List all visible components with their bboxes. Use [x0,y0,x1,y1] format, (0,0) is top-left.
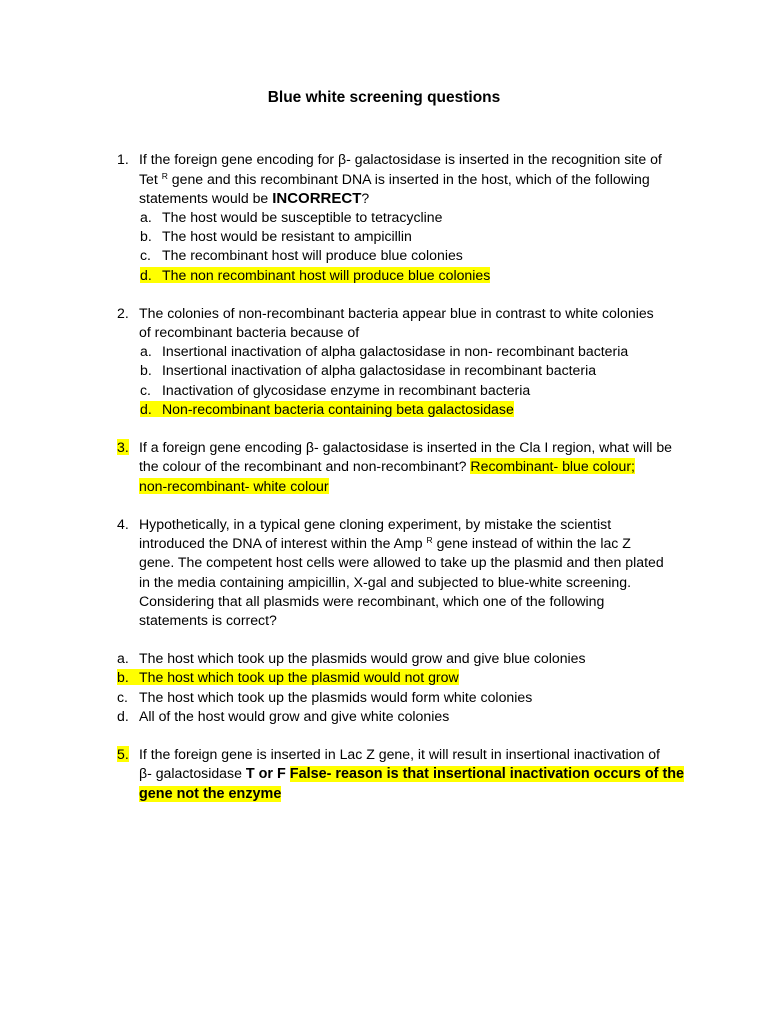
option-text: The host would be susceptible to tetracycline [162,208,443,225]
option-d [0,707,768,726]
superscript-r: R [161,170,168,181]
superscript-r: R [426,535,433,546]
question-text: statements would be [139,189,273,206]
question-text-line-1 [0,150,768,169]
option-c [0,246,768,265]
question-text-line-3 [0,784,768,803]
option-letter: d. [140,266,152,283]
option-letter: b. [140,362,152,379]
question-text: introduced the DNA of interest within the Amp [139,535,427,552]
option-c [0,381,768,400]
option-text: The non recombinant host will produce blue colonies [162,266,491,283]
option-text: Insertional inactivation of alpha galactosidase in non- recombinant bacteria [162,343,629,360]
question-number: 2. [117,304,129,321]
option-text: The host which took up the plasmids would grow and give blue colonies [139,650,586,667]
question-text-line-6 [0,611,768,630]
option-letter: c. [140,381,151,398]
question-4-options [0,649,768,726]
option-text: Non-recombinant bacteria containing beta galactosidase [162,400,514,417]
question-list [0,150,768,822]
option-text: Inactivation of glycosidase enzyme in recombinant bacteria [162,381,531,398]
option-letter: d. [117,707,129,724]
highlighted-answer: non-recombinant- white colour [139,477,329,494]
true-false-label: T or F [245,766,290,783]
option-content [140,401,514,417]
question-number: 4. [117,515,129,532]
option-d [0,400,768,419]
emphasis-incorrect: INCORRECT [272,189,362,207]
question-text: gene and this recombinant DNA is inserted in the host, which of the following [167,170,650,187]
question-text-line-3 [0,477,768,496]
option-content [140,362,596,378]
question-text-line-1 [0,304,768,323]
option-letter: c. [140,247,151,264]
question-text: β- galactosidase [139,765,246,782]
question-2 [0,304,768,419]
question-text: Considering that all plasmids were recombinant, which one of the following [139,592,605,609]
highlighted-answer: Recombinant- blue colour; [470,458,635,475]
option-letter: a. [140,343,152,360]
question-text: The colonies of non-recombinant bacteria appear blue in contrast to white colonies [139,304,654,321]
question-text-line-2 [0,457,768,476]
option-content [140,343,628,359]
question-text: the colour of the recombinant and non-recombinant? [139,458,471,475]
option-text: All of the host would grow and give white colonies [139,707,450,724]
option-content [117,650,586,666]
question-text-line-3 [0,189,768,208]
highlighted-answer: gene not the enzyme [139,785,282,802]
question-text-line-1 [0,515,768,534]
option-content [140,267,490,283]
question-text: ? [361,189,370,206]
question-1 [0,150,768,284]
question-number: 3. [117,439,129,456]
option-text: The host which took up the plasmid would not grow [139,669,459,686]
option-b [0,227,768,246]
question-text-line-1 [0,745,768,764]
question-text: gene. The competent host cells were allowed to take up the plasmid and then plated [139,554,664,571]
option-content [140,247,463,263]
question-text: Tet [139,170,162,187]
option-text: The host which took up the plasmids would form white colonies [139,688,533,705]
option-a [0,208,768,227]
option-d [0,266,768,285]
option-letter: a. [117,650,129,667]
question-text: If a foreign gene encoding β- galactosidase is inserted in the Cla I region, what will be [139,439,673,456]
question-text: statements is correct? [139,611,277,628]
option-a [0,342,768,361]
question-text: Hypothetically, in a typical gene cloning experiment, by mistake the scientist [139,515,612,532]
question-5 [0,745,768,803]
option-text: Insertional inactivation of alpha galactosidase in recombinant bacteria [162,362,597,379]
option-letter: d. [140,400,152,417]
question-text: If the foreign gene encoding for β- galactosidase is inserted in the recognition site of [139,151,662,168]
question-text-line-2 [0,323,768,342]
question-text: in the media containing ampicillin, X-gal and subjected to blue-white screening. [139,573,632,590]
option-b [0,668,768,687]
option-content [117,708,449,724]
question-text-line-2 [0,764,768,783]
option-letter: a. [140,208,152,225]
question-text-line-3 [0,553,768,572]
question-text: of recombinant bacteria because of [139,324,360,341]
question-text: gene instead of within the lac Z [432,535,631,552]
highlighted-answer: False- reason is that insertional inactivation occurs of the [289,766,685,783]
option-letter: c. [117,688,128,705]
option-letter: b. [117,669,129,686]
option-content [117,689,532,705]
question-text-line-1 [0,438,768,457]
question-number: 1. [117,151,129,168]
question-text-line-4 [0,573,768,592]
option-content [140,209,442,225]
option-b [0,361,768,380]
option-letter: b. [140,228,152,245]
question-text-line-2 [0,170,768,189]
option-text: The host would be resistant to ampicillin [162,228,412,245]
question-text-line-2 [0,534,768,553]
question-4 [0,515,768,630]
option-text: The recombinant host will produce blue colonies [162,247,463,264]
question-text-line-5 [0,592,768,611]
option-c [0,688,768,707]
option-a [0,649,768,668]
question-3 [0,438,768,496]
option-content [140,228,412,244]
document-title: Blue white screening questions [267,89,501,106]
question-text: If the foreign gene is inserted in Lac Z gene, it will result in insertional inactivation of [139,746,660,763]
question-number: 5. [117,746,129,763]
option-content [117,669,459,685]
option-content [140,382,530,398]
